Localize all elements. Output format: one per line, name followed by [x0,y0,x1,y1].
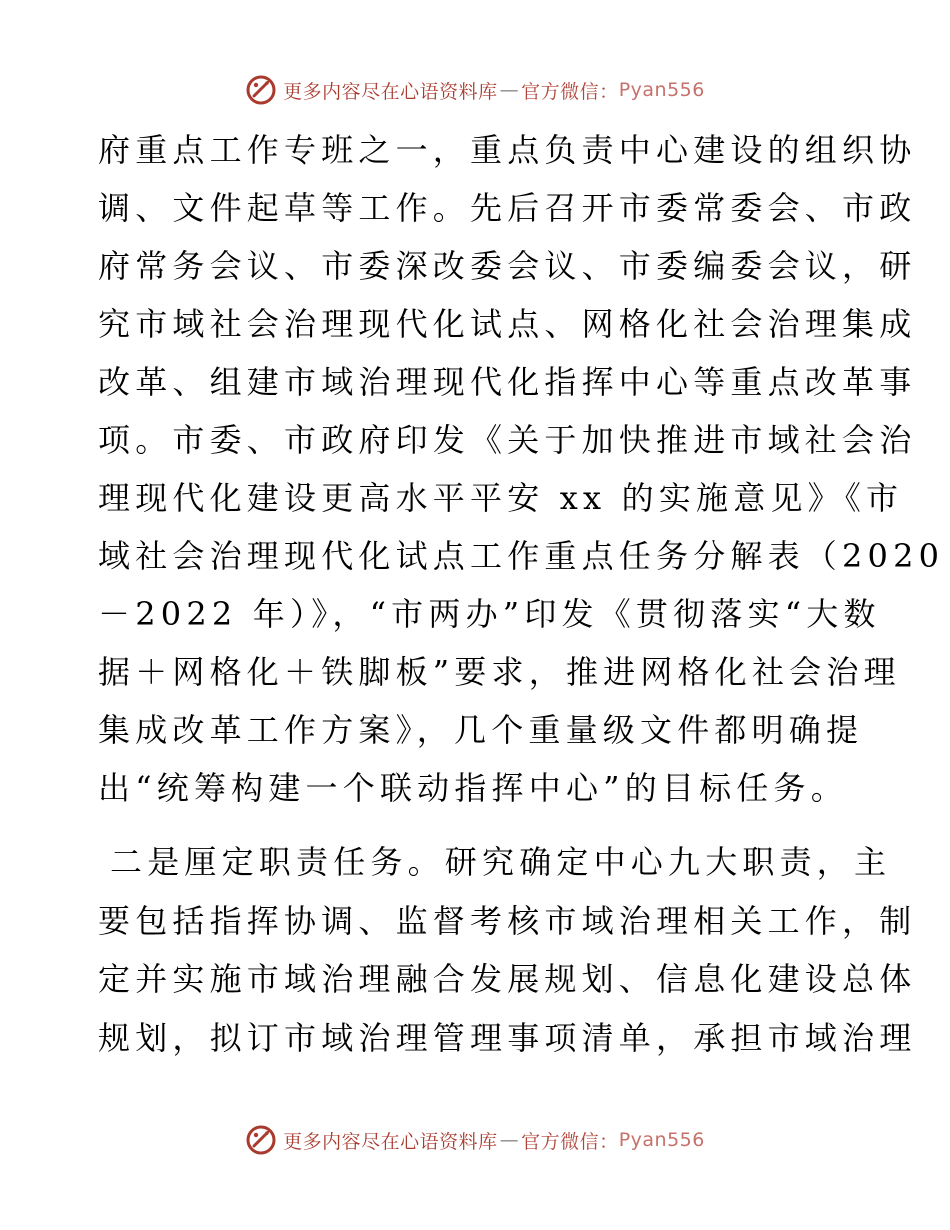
text-line: 定并实施市域治理融合发展规划、信息化建设总体 [98,960,917,998]
watermark-wechat-id: Pyan556 [618,79,705,101]
watermark-header [0,70,950,110]
text-line: 项。市委、市政府印发《关于加快推进市域社会治 [98,421,917,459]
text-line: 规划，拟订市域治理管理事项清单，承担市域治理 [98,1019,917,1057]
brand-logo-icon [245,74,277,106]
watermark-wechat-id: Pyan556 [618,1129,705,1151]
text-line: 二是厘定职责任务。研究确定中心九大职责，主 [110,843,892,881]
brand-logo-icon [245,1124,277,1156]
text-line: 府常务会议、市委深改委会议、市委编委会议，研 [98,247,917,285]
text-line: 域社会治理现代化试点工作重点任务分解表（2020 [98,537,945,575]
watermark-separator: — [499,79,520,101]
text-line: －2022 年）》，“市两办”印发《贯彻落实“大数 [98,595,881,633]
watermark-brand: 更多内容尽在心语资料库 [283,80,498,103]
watermark-label: 官方微信： [521,1130,619,1153]
text-line: 改革、组建市域治理现代化指挥中心等重点改革事 [98,363,917,401]
text-line: 究市域社会治理现代化试点、网格化社会治理集成 [98,305,917,343]
watermark-separator: — [499,1129,520,1151]
text-line: 据＋网格化＋铁脚板”要求，推进网格化社会治理 [98,653,901,691]
watermark-label: 官方微信： [521,80,619,103]
text-line: 出“统筹构建一个联动指挥中心”的目标任务。 [98,769,848,807]
text-line: 要包括指挥协调、监督考核市域治理相关工作，制 [98,902,917,940]
text-line: 府重点工作专班之一，重点负责中心建设的组织协 [98,131,917,169]
text-line: 集成改革工作方案》，几个重量级文件都明确提 [98,711,864,749]
text-line: 理现代化建设更高水平平安 xx 的实施意见》《市 [98,479,904,517]
text-line: 调、文件起草等工作。先后召开市委常委会、市政 [98,189,917,227]
watermark-footer [0,1120,950,1160]
watermark-brand: 更多内容尽在心语资料库 [283,1130,498,1153]
